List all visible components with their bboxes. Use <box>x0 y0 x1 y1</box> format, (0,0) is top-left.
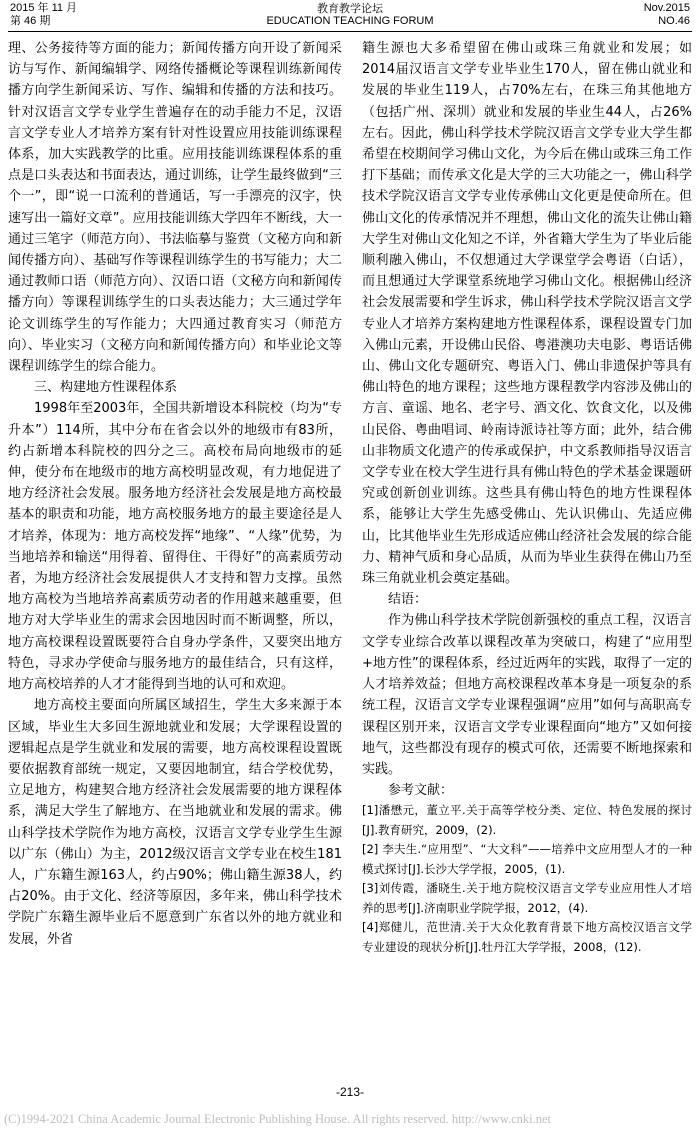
page-header <box>0 0 700 34</box>
paragraph: 理、公务接待等方面的能力；新闻传播方向开设了新闻采访与写作、新闻编辑学、网络传播概论等课程训练新闻传播方向学生新闻采访、写作、编辑和传播的方法和技巧。针对汉语言文学专业学生普遍存在的动手能力不足，汉语言文学专业人才培养方案有针对性设置应用技能训练课程体系，加大实践教学的比重。应用技能训练课程体系的重点是口头表达和书面表达，通过训练，让学生最终做到“三个一”，即“说一口流利的普通话，写一手漂亮的汉字，快速写出一篇好文章”。应用技能训练大学四年不断线，大一通过三笔字（师范方向）、书法临摹与鉴赏（文秘方向和新闻传播方向）、基础写作等课程训练学生的书写能力；大二通过教师口语（师范方向）、汉语口语（文秘方向和新闻传播方向）等课程训练学生的口头表达能力；大三通过学年论文训练学生的写作能力；大四通过教育实习（师范方向）、毕业实习（文秘方向和新闻传播方向）和毕业论文等课程训练学生的综合能力。 <box>8 41 342 375</box>
header-issue: 第 46 期 <box>10 15 51 27</box>
header-date: 2015 年 11 月 <box>10 2 78 14</box>
section-heading: 三、构建地方性课程体系 <box>34 380 178 396</box>
paragraph: 地方高校主要面向所属区域招生，学生大多来源于本区域，毕业生大多回生源地就业和发展；大学课程设置的逻辑起点是学生就业和发展的需要，地方高校课程设置既要依据教育部统一规定，又要因地制宜，结合学校优势，立足地方，构建契合地方经济社会发展需要的地方课程体系，满足大学生了解地方、在当地就业和发展的需求。佛山科学技术学院作为地方高校，汉语言文学专业学生生源以广东（佛山）为主，2012级汉语言文学专业在校生181人，广东籍生源163人，约占90%；佛山籍生源38人，约占20%。由于文化、经济等原因，多年来，佛山科学技术学院广东籍生源毕业后不愿意到广东省以外的地方就业和发展，外省 <box>8 698 342 947</box>
header-rule <box>8 31 692 32</box>
references-heading: 参考文献： <box>388 783 454 799</box>
reference-item: [3]刘传霞，潘晓生.关于地方院校汉语言文学专业应用性人才培养的思考[J].济南职业学院学报，2012，(4). <box>362 881 692 915</box>
paragraph: 1998年至2003年，全国共新增设本科院校（均为“专升本”）114所，其中分布在省会以外的地级市有83所，约占新增本科院校的四分之三。高校布局向地级市的延伸，使分布在地级市的地方高校明显改观，有力地促进了地方经济社会发展。服务地方经济社会发展是地方高校最基本的职责和功能，地方高校服务地方的最主要途径是人才培养，体现为：地方高校发挥“地缘”、“人缘”优势，为当地培养和输送“用得着、留得住、干得好”的高素质劳动者，为地方经济社会发展提供人才支持和智力支撑。虽然地方高校为当地培养高素质劳动者的作用越来越重要，但地方对大学毕业生的需求会因地因时而不断调整，所以，地方高校课程设置既要符合自身办学条件，又要突出地方特色，寻求办学使命与服务地方的最佳结合，只有这样，地方高校培养的人才才能得到当地的认可和欢迎。 <box>8 401 342 693</box>
conclusion-heading: 结语： <box>388 592 428 608</box>
copyright-watermark: (C)1994-2021 China Academic Journal Electronic Publishing House. All rights reserved. http://www.cnki.net <box>4 1112 552 1126</box>
header-issue-en: NO.46 <box>658 15 690 27</box>
header-date-en: Nov.2015 <box>643 2 690 14</box>
paragraph: 作为佛山科学技术学院创新强校的重点工程，汉语言文学专业综合改革以课程改革为突破口，构建了“应用型+地方性”的课程体系，经过近两年的实践，取得了一定的人才培养效益；但地方高校课程改革本身是一项复杂的系统工程，汉语言文学专业课程强调“应用”如何与高职高专课程区别开来，汉语言文学专业课程面向“地方”又如何接地气，这些都没有现存的模式可依，还需要不断地探索和实践。 <box>362 613 692 777</box>
page-number: -213- <box>335 1085 364 1099</box>
paragraph: 籍生源也大多希望留在佛山或珠三角就业和发展；如2014届汉语言文学专业毕业生170人，留在佛山就业和发展的毕业生119人，占70%左右，在珠三角其他地方（包括广州、深圳）就业和发展的毕业生44人，占26%左右。因此，佛山科学技术学院汉语言文学专业大学生都希望在校期间学习佛山文化，为今后在佛山或珠三角工作打下基础；而传承文化是大学的三大功能之一，佛山科学技术学院汉语言文学专业传承佛山文化更是使命所在。但佛山文化的传承情况并不理想，佛山文化的流失让佛山籍大学生对佛山文化知之不详，外省籍大学生为了毕业后能顺利融入佛山，不仅想通过大学课堂学会粤语（白话），而且想通过大学课堂系统地学习佛山文化。根据佛山经济社会发展需要和学生诉求，佛山科学技术学院汉语言文学专业人才培养方案构建地方性课程体系，课程设置专门加入佛山元素，开设佛山民俗、粤港澳功夫电影、粤语话佛山、佛山文化专题研究、粤语入门、佛山非遗保护等具有佛山特色的地方课程；这些地方课程教学内容涉及佛山的方言、童谣、地名、老字号、酒文化、饮食文化，以及佛山民俗、粤曲唱词、岭南诗派诗社等方面；此外，结合佛山非物质文化遗产的传承或保护，中文系教师指导汉语言文学专业在校大学生进行具有佛山特色的学术基金课题研究或创新创业训练。这些具有佛山特色的地方性课程体系，能够让大学生先感受佛山、先认识佛山、先适应佛山，比其他毕业生先形成适应佛山经济社会发展的综合能力、精神气质和身心品质，从而为毕业生获得在佛山乃至珠三角就业机会奠定基础。 <box>362 41 692 587</box>
reference-item: [4]郑健儿，范世清.关于大众化教育背景下地方高校汉语言文学专业建设的现状分析[J].牡丹江大学学报，2008，(12). <box>362 920 692 954</box>
journal-title <box>0 2 700 28</box>
journal-title-en: EDUCATION TEACHING FORUM <box>266 15 434 27</box>
left-column <box>8 38 342 950</box>
reference-item: [1]潘懋元，董立平.关于高等学校分类、定位、特色发展的探讨[J].教育研究，2009，(2). <box>362 803 692 837</box>
header-date-issue-en <box>644 2 690 28</box>
reference-item: [2] 李夫生.“应用型”、“大文科”——培养中文应用型人才的一种模式探讨[J].长沙大学学报，2005，(1). <box>362 842 692 876</box>
journal-title-zh: 教育教学论坛 <box>317 2 383 15</box>
right-column <box>362 38 692 957</box>
